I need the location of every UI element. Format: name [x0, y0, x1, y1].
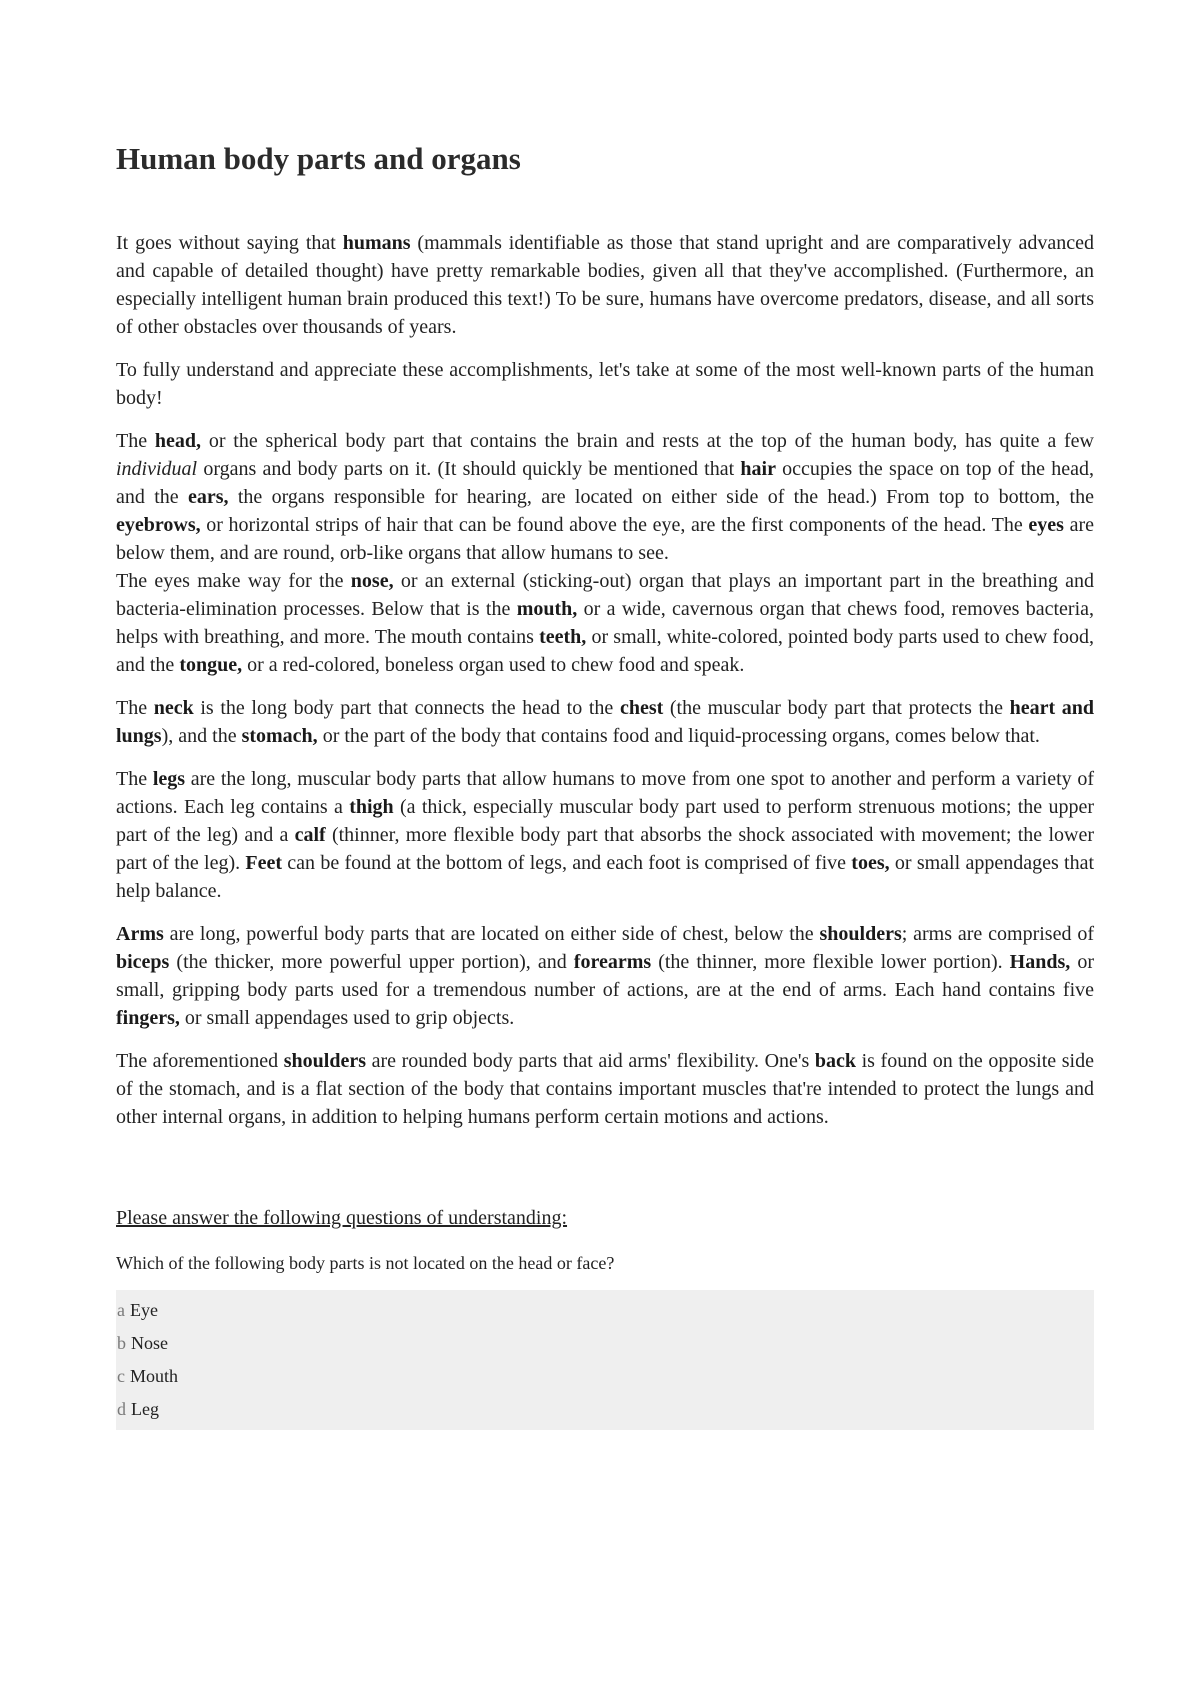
text-run: or horizontal strips of hair that can be found above the eye, are the first components of the head. The: [200, 514, 1029, 537]
option-label: Mouth: [130, 1366, 179, 1387]
answer-option-d[interactable]: [116, 1393, 1094, 1426]
bold-term: legs: [152, 768, 186, 791]
text-run: is the long body part that connects the head to the: [193, 697, 620, 720]
bold-term: shoulders: [283, 1050, 367, 1073]
bold-term: shoulders: [819, 923, 902, 946]
text-run: the organs responsible for hearing, are located on either side of the head.) From top to bottom, the: [228, 486, 1094, 509]
text-run: The: [116, 768, 153, 791]
option-label: Nose: [131, 1333, 168, 1354]
answer-option-a[interactable]: [116, 1294, 1094, 1327]
italic-term: individual: [116, 458, 198, 481]
questions-heading: Please answer the following questions of understanding:: [116, 1207, 568, 1230]
text-run: are rounded body parts that aid arms' flexibility. One's: [366, 1050, 815, 1073]
option-letter: a: [117, 1300, 125, 1321]
paragraph-head: [116, 427, 1094, 567]
text-run: or a red-colored, boneless organ used to chew food and speak.: [242, 654, 745, 677]
bold-term: heart and lungs: [116, 697, 1095, 748]
bold-term: chest: [619, 697, 664, 720]
text-run: The: [116, 697, 154, 720]
bold-term: calf: [294, 824, 326, 847]
bold-term: humans: [342, 232, 411, 255]
text-run: (the thinner, more flexible lower portion).: [651, 951, 1010, 974]
bold-term: eyebrows,: [116, 514, 201, 537]
text-run: or small appendages that help balance.: [116, 852, 1095, 903]
bold-term: Feet: [245, 852, 283, 875]
bold-term: nose,: [350, 570, 394, 593]
text-run: are the long, muscular body parts that allow humans to move from one spot to another and perform a variety of actions. Each leg contains a: [116, 768, 1095, 819]
text-run: The aforementioned: [116, 1050, 284, 1073]
answer-options: [116, 1290, 1094, 1430]
text-run: are below them, and are round, orb-like organs that allow humans to see.: [116, 514, 1094, 565]
bold-term: stomach,: [241, 725, 318, 748]
text-run: (the thicker, more powerful upper portion), and: [169, 951, 574, 974]
option-letter: c: [117, 1366, 125, 1387]
text-run: or small, gripping body parts used for a tremendous number of actions, are at the end of arms. Each hand contains five: [116, 951, 1094, 1002]
text-run: (mammals identifiable as those that stand upright and are comparatively advanced and capable of detailed thought) have pretty remarkable bodies, given all that they've accomplished. (Furthermore, an especially intelligent human brain produced this text!) To be sure, humans have overcome predators, disease, and all sorts of other obstacles over thousands of years.: [116, 232, 1094, 339]
bold-term: Arms: [116, 923, 164, 946]
text-run: The: [116, 430, 155, 453]
bold-term: back: [814, 1050, 857, 1073]
paragraph-face: [116, 567, 1094, 679]
bold-term: head,: [154, 430, 202, 453]
bold-term: tongue,: [179, 654, 243, 677]
text-run: is found on the opposite side of the stomach, and is a flat section of the body that contains important muscles that're intended to protect the lungs and other internal organs, in addition to helping humans perform certain motions and actions.: [116, 1050, 1094, 1129]
paragraph-overview: [116, 356, 1094, 412]
bold-term: eyes: [1028, 514, 1064, 537]
bold-term: neck: [153, 697, 194, 720]
text-run: are long, powerful body parts that are located on either side of chest, below the: [163, 923, 820, 946]
option-letter: b: [117, 1333, 126, 1354]
paragraph-intro: [116, 229, 1094, 341]
bold-term: mouth,: [516, 598, 578, 621]
paragraph-legs: [116, 765, 1094, 905]
text-run: organs and body parts on it. (It should quickly be mentioned that: [197, 458, 741, 481]
text-run: or an external (sticking-out) organ that plays an important part in the breathing and bacteria-elimination processes. Below that is the: [116, 570, 1094, 621]
text-run: ), and the: [161, 725, 242, 748]
text-run: ; arms are comprised of: [901, 923, 1094, 946]
text-run: (a thick, especially muscular body part used to perform strenuous motions; the upper part of the leg) and a: [116, 796, 1094, 847]
text-run: (the muscular body part that protects the: [663, 697, 1010, 720]
document-page: [116, 140, 1094, 1430]
option-label: Leg: [131, 1399, 159, 1420]
bold-term: Hands,: [1009, 951, 1071, 974]
text-run: or small appendages used to grip objects.: [179, 1007, 515, 1030]
text-run: can be found at the bottom of legs, and each foot is comprised of five: [282, 852, 852, 875]
bold-term: forearms: [573, 951, 652, 974]
text-run: or a wide, cavernous organ that chews food, removes bacteria, helps with breathing, and more. The mouth contains: [116, 598, 1094, 649]
bold-term: hair: [740, 458, 776, 481]
paragraph-back: [116, 1047, 1094, 1131]
option-label: Eye: [130, 1300, 158, 1321]
bold-term: teeth,: [539, 626, 587, 649]
text-run: (thinner, more flexible body part that absorbs the shock associated with movement; the lower part of the leg).: [116, 824, 1094, 875]
bold-term: biceps: [116, 951, 170, 974]
text-run: or small, white-colored, pointed body parts used to chew food, and the: [116, 626, 1094, 677]
bold-term: ears,: [187, 486, 229, 509]
text-run: or the spherical body part that contains the brain and rests at the top of the human body, has quite a few: [201, 430, 1094, 453]
text-run: It goes without saying that: [116, 232, 343, 255]
paragraph-torso: [116, 694, 1094, 750]
option-letter: d: [117, 1399, 126, 1420]
text-run: The eyes make way for the: [116, 570, 351, 593]
paragraph-arms: [116, 920, 1094, 1032]
text-run: or the part of the body that contains food and liquid-processing organs, comes below that.: [317, 725, 1040, 748]
answer-option-b[interactable]: [116, 1327, 1094, 1360]
bold-term: toes,: [851, 852, 890, 875]
answer-option-c[interactable]: [116, 1360, 1094, 1393]
bold-term: fingers,: [116, 1007, 180, 1030]
question-text: Which of the following body parts is not located on the head or face?: [116, 1253, 615, 1274]
text-run: occupies the space on top of the head, and the: [116, 458, 1094, 509]
text-run: To fully understand and appreciate these accomplishments, let's take at some of the most well-known parts of the human body!: [116, 359, 1094, 410]
bold-term: thigh: [349, 796, 394, 819]
page-title: Human body parts and organs: [116, 141, 521, 176]
article-body: [116, 229, 1094, 1131]
